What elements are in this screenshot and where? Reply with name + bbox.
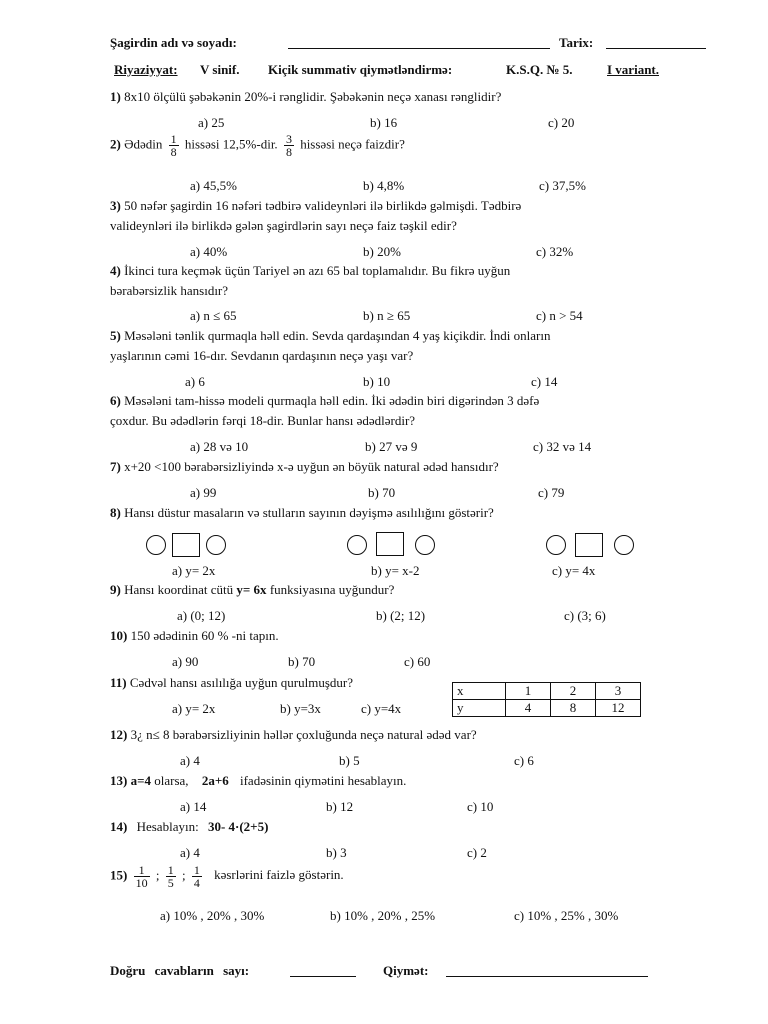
- q9-option-c[interactable]: c) (3; 6): [564, 608, 606, 623]
- question-5: [110, 328, 550, 344]
- q2-option-b[interactable]: b) 4,8%: [363, 178, 405, 193]
- question-5-line-2: yaşlarının cəmi 16-dır. Sevdanın qardaşının neçə yaşı var?: [110, 348, 414, 363]
- question-number: 3): [110, 198, 121, 213]
- question-11: [110, 675, 353, 691]
- ksq-number: K.S.Q. № 5.: [506, 62, 573, 77]
- question-text: x+20 <100 bərabərsizliyində x-ə uyğun ən böyük natural ədəd hansıdır?: [124, 459, 499, 474]
- question-1: [110, 89, 501, 105]
- q4-option-b[interactable]: b) n ≥ 65: [363, 308, 411, 323]
- grade-score-label: Qiymət:: [383, 963, 429, 978]
- separator: ;: [155, 867, 160, 883]
- question-text-pre: Hansı koordinat cütü: [124, 582, 234, 597]
- variant-label: I variant.: [607, 62, 659, 77]
- question-text: Məsələni tənlik qurmaqla həll edin. Sevda qardaşından 4 yaş kiçikdir. İndi onların: [124, 328, 551, 343]
- question-text-pre: Hesablayın:: [136, 819, 199, 834]
- question-3: [110, 198, 521, 214]
- q13-option-b[interactable]: b) 12: [326, 799, 354, 814]
- question-4-line-2: bərabərsizlik hansıdır?: [110, 283, 229, 298]
- chair-circle-icon: [614, 535, 634, 555]
- q7-option-a[interactable]: a) 99: [190, 485, 217, 500]
- q11-option-b[interactable]: b) y=3x: [280, 701, 321, 716]
- question-text: Cədvəl hansı asılılığa uyğun qurulmuşdur?: [129, 675, 354, 690]
- table-cell: 2: [551, 683, 596, 700]
- question-number: 4): [110, 263, 121, 278]
- table-cell: x: [453, 683, 506, 700]
- question-4: [110, 263, 510, 279]
- q11-option-c[interactable]: c) y=4x: [361, 701, 402, 716]
- chair-circle-icon: [146, 535, 166, 555]
- question-number: 9): [110, 582, 121, 597]
- question-number: 2): [110, 136, 121, 152]
- table-cell: 3: [596, 683, 641, 700]
- question-15: [110, 864, 344, 889]
- question-text: Məsələni tam-hissə modeli qurmaqla həll edin. İki ədədin biri digərindən 3 dəfə: [124, 393, 540, 408]
- q4-option-a[interactable]: a) n ≤ 65: [190, 308, 237, 323]
- q15-option-a[interactable]: a) 10% , 20% , 30%: [160, 908, 265, 923]
- q3-option-b[interactable]: b) 20%: [363, 244, 401, 259]
- question-number: 12): [110, 727, 128, 742]
- question-text: 50 nəfər şagirdin 16 nəfəri tədbirə valideynləri ilə birlikdə gəlmişdi. Tədbirə: [124, 198, 522, 213]
- question-number: 7): [110, 459, 121, 474]
- grade-label: V sinif.: [200, 62, 240, 77]
- q13-option-c[interactable]: c) 10: [467, 799, 494, 814]
- question-number: 11): [110, 675, 127, 690]
- formula: 2a+6: [201, 773, 229, 788]
- date-field[interactable]: [606, 37, 706, 49]
- chair-circle-icon: [206, 535, 226, 555]
- q5-option-b[interactable]: b) 10: [363, 374, 391, 389]
- q5-option-c[interactable]: c) 14: [531, 374, 558, 389]
- table-row-y: [453, 700, 641, 717]
- q1-option-c[interactable]: c) 20: [548, 115, 575, 130]
- question-6-line-2: çoxdur. Bu ədədlərin fərqi 18-dir. Bunlar hansı ədədlərdir?: [110, 413, 416, 428]
- q10-option-a[interactable]: a) 90: [172, 654, 199, 669]
- question-number: 14): [110, 819, 128, 834]
- question-8: [110, 505, 494, 521]
- q1-option-a[interactable]: a) 25: [198, 115, 225, 130]
- chair-circle-icon: [546, 535, 566, 555]
- question-number: 10): [110, 628, 128, 643]
- q14-option-c[interactable]: c) 2: [467, 845, 487, 860]
- table-row-x: [453, 683, 641, 700]
- fraction-1-5: $\frac{1}{5}$: [167, 863, 174, 890]
- q8-option-c[interactable]: c) y= 4x: [552, 563, 596, 578]
- question-text-mid: olarsa,: [154, 773, 189, 788]
- correct-answers-field[interactable]: [290, 965, 356, 977]
- question-number: 5): [110, 328, 121, 343]
- formula: 30- 4·(2+5): [207, 819, 269, 834]
- q9-option-a[interactable]: a) (0; 12): [177, 608, 226, 623]
- q14-option-a[interactable]: a) 4: [180, 845, 200, 860]
- fraction-1-8: $\frac{1}{8}$: [170, 132, 177, 159]
- q13-option-a[interactable]: a) 14: [180, 799, 207, 814]
- question-text: 150 ədədinin 60 % -ni tapın.: [130, 628, 279, 643]
- question-2: [110, 133, 405, 158]
- table-cell: y: [453, 700, 506, 717]
- q7-option-c[interactable]: c) 79: [538, 485, 565, 500]
- q6-option-c[interactable]: c) 32 və 14: [533, 439, 592, 454]
- correct-answers-label: Doğru cavabların sayı:: [110, 963, 250, 978]
- q8-option-b[interactable]: b) y= x-2: [371, 563, 420, 578]
- q8-option-a[interactable]: a) y= 2x: [172, 563, 216, 578]
- question-3-line-2: valideynləri ilə birlikdə gələn şagirdlərin sayı neçə faiz təşkil edir?: [110, 218, 457, 233]
- q3-option-a[interactable]: a) 40%: [190, 244, 228, 259]
- chair-circle-icon: [415, 535, 435, 555]
- table-square-icon: [172, 533, 200, 557]
- chair-circle-icon: [347, 535, 367, 555]
- question-14: [110, 819, 268, 835]
- fraction-1-4: $\frac{1}{4}$: [193, 863, 200, 890]
- student-name-field[interactable]: [288, 37, 550, 49]
- q10-option-c[interactable]: c) 60: [404, 654, 431, 669]
- q14-option-b[interactable]: b) 3: [326, 845, 347, 860]
- question-9: [110, 582, 394, 598]
- condition-formula: a=4: [130, 773, 152, 788]
- grade-score-field[interactable]: [446, 965, 648, 977]
- q11-option-a[interactable]: a) y= 2x: [172, 701, 216, 716]
- question-number: 8): [110, 505, 121, 520]
- question-number: 13): [110, 773, 128, 788]
- q6-option-b[interactable]: b) 27 və 9: [365, 439, 418, 454]
- q4-option-c[interactable]: c) n > 54: [536, 308, 583, 323]
- question-text-post: funksiyasına uyğundur?: [269, 582, 395, 597]
- q15-option-c[interactable]: c) 10% , 25% , 30%: [514, 908, 619, 923]
- question-7: [110, 459, 499, 475]
- q5-option-a[interactable]: a) 6: [185, 374, 205, 389]
- question-13: [110, 773, 406, 789]
- question-text: 8x10 ölçülü şəbəkənin 20%-i rənglidir. Şəbəkənin neçə xanası rənglidir?: [124, 89, 502, 104]
- q12-option-b[interactable]: b) 5: [339, 753, 360, 768]
- question-text-post: hissəsi neçə faizdir?: [300, 136, 405, 152]
- question-text: 3¿ n≤ 8 bərabərsizliyinin həllər çoxluğunda neçə natural ədəd var?: [130, 727, 477, 742]
- question-text-post: ifadəsinin qiymətini hesablayın.: [239, 773, 407, 788]
- fraction-1-10: $\frac{1}{10}$: [135, 863, 148, 890]
- question-number: 15): [110, 867, 128, 883]
- question-10: [110, 628, 279, 644]
- question-12: [110, 727, 477, 743]
- xy-table: [452, 682, 641, 717]
- table-square-icon: [575, 533, 603, 557]
- question-text: Hansı düstur masaların və stulların sayının dəyişmə asılılığını göstərir?: [124, 505, 494, 520]
- q12-option-c[interactable]: c) 6: [514, 753, 534, 768]
- table-cell: 8: [551, 700, 596, 717]
- table-cell: 12: [596, 700, 641, 717]
- q3-option-c[interactable]: c) 32%: [536, 244, 574, 259]
- q6-option-a[interactable]: a) 28 və 10: [190, 439, 249, 454]
- question-number: 1): [110, 89, 121, 104]
- q2-option-c[interactable]: c) 37,5%: [539, 178, 586, 193]
- date-label: Tarix:: [559, 35, 594, 50]
- question-number: 6): [110, 393, 121, 408]
- question-text-pre: Ədədin: [124, 136, 163, 152]
- fraction-3-8: $\frac{3}{8}$: [285, 132, 292, 159]
- q9-option-b[interactable]: b) (2; 12): [376, 608, 426, 623]
- question-text: İkinci tura keçmək üçün Tariyel ən azı 65 bal toplamalıdır. Bu fikrə uyğun: [124, 263, 511, 278]
- q10-option-b[interactable]: b) 70: [288, 654, 316, 669]
- exam-title: Kiçik summativ qiymətləndirmə:: [268, 62, 453, 77]
- question-text-post: kəsrlərini faizlə göstərin.: [214, 867, 344, 883]
- subject-label: Riyaziyyat:: [114, 62, 178, 77]
- table-square-icon: [376, 532, 404, 556]
- q12-option-a[interactable]: a) 4: [180, 753, 200, 768]
- question-6: [110, 393, 539, 409]
- q7-option-b[interactable]: b) 70: [368, 485, 396, 500]
- question-text-mid: hissəsi 12,5%-dir.: [184, 136, 278, 152]
- table-cell: 4: [506, 700, 551, 717]
- separator: ;: [181, 867, 186, 883]
- q15-option-b[interactable]: b) 10% , 20% , 25%: [330, 908, 436, 923]
- table-cell: 1: [506, 683, 551, 700]
- q2-option-a[interactable]: a) 45,5%: [190, 178, 237, 193]
- student-name-label: Şagirdin adı və soyadı:: [110, 35, 237, 50]
- q1-option-b[interactable]: b) 16: [370, 115, 398, 130]
- formula: y= 6x: [236, 582, 267, 597]
